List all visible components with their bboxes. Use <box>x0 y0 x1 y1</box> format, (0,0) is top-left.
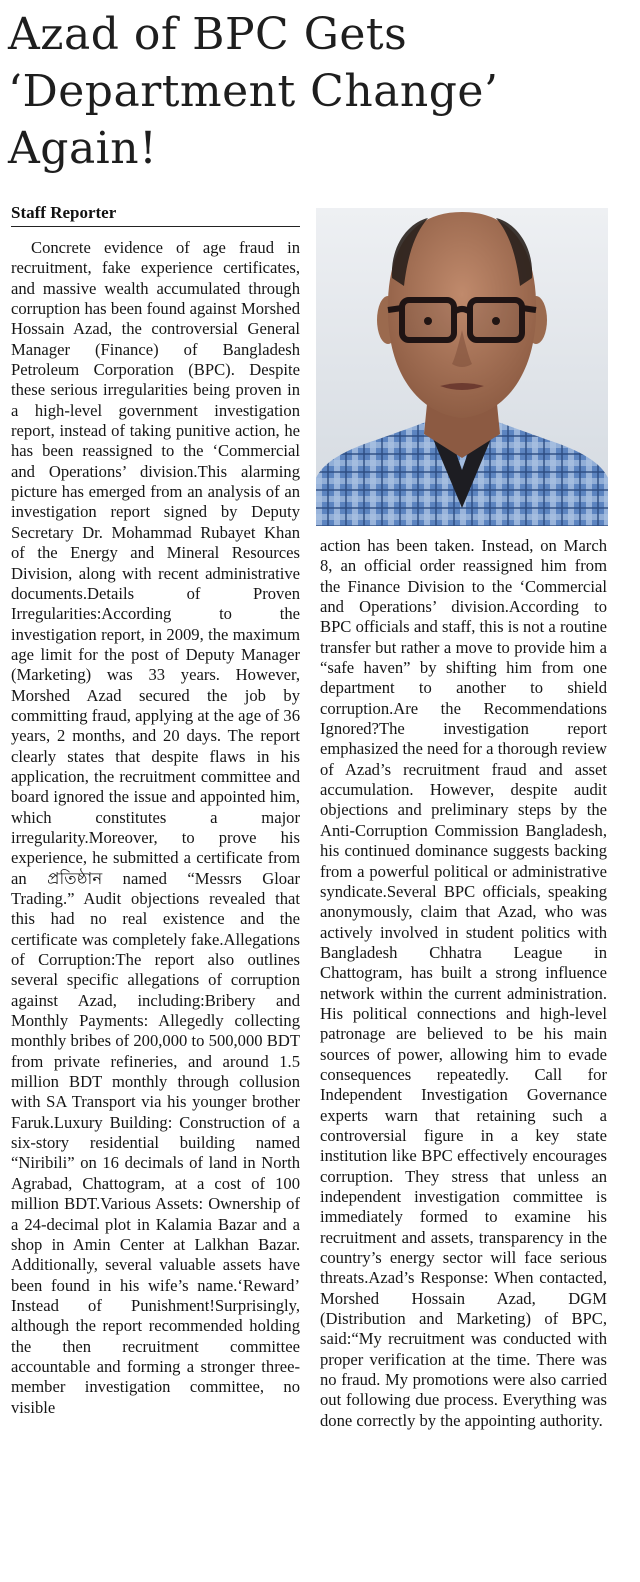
byline: Staff Reporter <box>11 203 117 222</box>
left-eye <box>424 317 432 325</box>
article-body-column-left: Concrete evidence of age fraud in recruitment, fake experience certificates, and massive wealth accumulated through corruption has been found against Morshed Hossain Azad, the controversial General Manager (Finance) of Bangladesh Petroleum Corporation (BPC). Despite these serious irregularities being proven in a high-level government investigation report, instead of taking punitive action, he has been reassigned to the ‘Commercial and Operations’ division.This alarming picture has emerged from an analysis of an investigation report signed by Deputy Secretary Dr. Mohammad Rubayet Khan of the Energy and Mineral Resources Division, along with recent administrative documents.Details of Proven Irregularities:According to the investigation report, in 2009, the maximum age limit for the post of Deputy Manager (Marketing) was 33 years. However, Morshed Azad secured the job by committing fraud, applying at the age of 36 years, 2 months, and 20 days. The report clearly states that despite flaws in his application, the recruitment committee and board ignored the issue and appointed him, which constitutes a major irregularity.Moreover, to prove his experience, he submitted a certificate from an প্রতিষ্ঠান named “Messrs Gloar Trading.” Audit objections revealed that this had no real existence and the certificate was completely fake.Allegations of Corruption:The report also outlines several specific allegations of corruption against Azad, including:Bribery and Monthly Payments: Allegedly collecting monthly bribes of 200,000 to 500,000 BDT from private refineries, and around 1.5 million BDT monthly through collusion with SA Transport via his younger brother Faruk.Luxury Building: Construction of a six-story residential building named “Niribili” on 16 decimals of land in North Agrabad, Chattogram, at a cost of 100 million BDT.Various Assets: Ownership of a 24-decimal plot in Kalamia Bazar and a shop in Amin Center at Lalkhan Bazar. Additionally, several valuable assets have been found in his wife’s name.‘Reward’ Instead of Punishment!Surprisingly, although the report recommended holding the then recruitment committee accountable and forming a stronger three-member investigation committee, no visible <box>11 238 300 1417</box>
right-eye <box>492 317 500 325</box>
portrait-photo <box>316 208 608 526</box>
article-headline: Azad of BPC Gets ‘Department Change’ Again! <box>8 9 499 174</box>
article-body-column-right: action has been taken. Instead, on March 8, an official order reassigned him from the Finance Division to the ‘Commercial and Operations’ division.According to BPC officials and staff, this is not a routine transfer but rather a move to provide him a “safe haven” by shifting him from one department to another to shield corruption.Are the Recommendations Ignored?The investigation report emphasized the need for a thorough review of Azad’s recruitment fraud and asset accumulation. However, despite audit objections and preliminary steps by the Anti-Corruption Commission Bangladesh, his continued dominance suggests backing from a powerful political or administrative syndicate.Several BPC officials, speaking anonymously, claim that Azad, who was actively involved in student politics with Bangladesh Chhatra League in Chattogram, has built a strong influence network within the current administration. His political connections and high-level patronage are believed to be his main sources of power, allowing him to evade consequences repeatedly. Call for Independent Investigation Governance experts warn that retaining such a controversial figure in a key state institution like BPC effectively encourages corruption. They stress that unless an independent investigation committee is immediately formed to examine his recruitment and assets, transparency in the country’s energy sector will face serious threats.Azad’s Response: When contacted, Morshed Hossain Azad, DGM (Distribution and Marketing) of BPC, said:“My recruitment was conducted with proper verification at the time. There was no fraud. My promotions were also carried out following due process. Everything was done correctly by the appointing authority. <box>320 536 607 1430</box>
byline-divider <box>11 226 300 227</box>
